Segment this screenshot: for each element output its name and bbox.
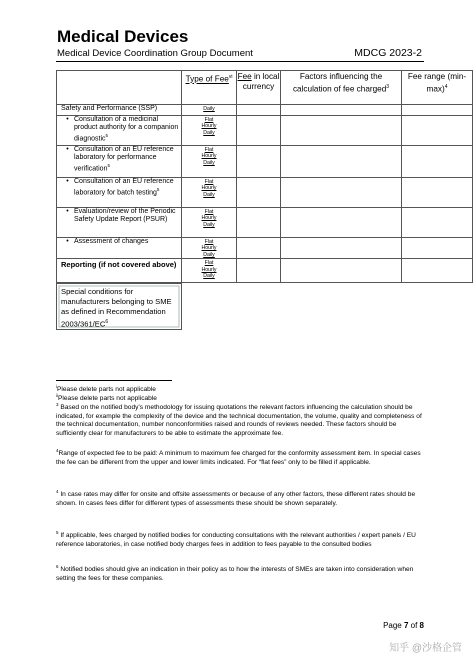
table-row bbox=[57, 238, 473, 259]
row-label-footnote-ref: 5 bbox=[107, 163, 110, 168]
bullet-icon: • bbox=[66, 146, 69, 153]
table-row bbox=[57, 208, 473, 238]
footnote-text: Please delete parts not applicable bbox=[57, 386, 156, 394]
sme-conditions-text: Special conditions for manufacturers belonging to SME as defined in Recommendation $2003/361/EC^6$ bbox=[61, 287, 172, 329]
fee-type-option: Hourly bbox=[201, 123, 217, 130]
page-number: Page 7 of 8 bbox=[383, 621, 424, 630]
table-row bbox=[57, 116, 473, 146]
row-label-cell bbox=[57, 105, 182, 116]
header-rule bbox=[56, 61, 424, 62]
fee-type-option: Flat bbox=[204, 260, 214, 267]
footnote-text: In case rates may differ for onsite and offsite assessments or because of any other factors, these different rates should be shown. In cases fees differ for different types of assessments these should be shown separately. bbox=[56, 491, 416, 507]
footnote-text: Range of expected fee to be paid: A minimum to maximum fee charged for the conformity assessment item. In special cases the fee can be different from the upper and lower limits indicated. For “flat fees” only to be filled if applicable. bbox=[56, 450, 421, 466]
row-label-footnote-ref: 5 bbox=[105, 133, 109, 138]
fee-type-option: Daily bbox=[203, 251, 215, 258]
header-item-cell bbox=[57, 71, 182, 105]
footnote-marker: 4 bbox=[56, 448, 59, 453]
header-type-of-fee: Type of Fee$^{vi}$ bbox=[182, 71, 237, 105]
fee-type-option: Daily bbox=[203, 129, 215, 136]
table-header-row bbox=[57, 71, 473, 105]
type-of-fee-cell bbox=[182, 259, 237, 283]
bullet-icon: • bbox=[66, 178, 69, 185]
fee-range-cell[interactable] bbox=[402, 178, 473, 208]
row-label-cell bbox=[57, 238, 182, 259]
footnote-text: Please delete parts not applicable bbox=[58, 395, 157, 403]
fee-amount-cell[interactable] bbox=[237, 178, 281, 208]
type-of-fee-cell bbox=[182, 208, 237, 238]
fee-type-option: Hourly bbox=[201, 185, 217, 192]
fee-table bbox=[56, 70, 473, 283]
type-of-fee-cell bbox=[182, 116, 237, 146]
table-row bbox=[57, 105, 473, 116]
fee-amount-cell[interactable] bbox=[237, 238, 281, 259]
fee-type-option: Flat bbox=[204, 239, 214, 245]
footnote bbox=[56, 447, 426, 467]
factors-cell[interactable] bbox=[281, 259, 402, 283]
factors-cell[interactable] bbox=[281, 238, 402, 259]
fee-amount-cell[interactable] bbox=[237, 116, 281, 146]
fee-range-cell[interactable] bbox=[402, 238, 473, 259]
row-label-cell bbox=[57, 208, 182, 238]
footnote-marker: 4 bbox=[56, 489, 59, 494]
row-label-cell bbox=[57, 116, 182, 146]
row-label-cell bbox=[57, 146, 182, 178]
fee-type-option: Daily bbox=[203, 191, 215, 198]
footnote-marker: ii bbox=[56, 393, 58, 398]
fee-range-cell[interactable] bbox=[402, 116, 473, 146]
fee-type-option: Flat bbox=[204, 117, 214, 123]
footnote-marker: 5 bbox=[56, 530, 59, 535]
footnote bbox=[56, 529, 426, 549]
fee-amount-cell[interactable] bbox=[237, 208, 281, 238]
document-subtitle: Medical Device Coordination Group Document bbox=[57, 48, 253, 59]
type-of-fee-cell bbox=[182, 178, 237, 208]
factors-cell[interactable] bbox=[281, 116, 402, 146]
bullet-icon: • bbox=[66, 116, 69, 123]
document-code: MDCG 2023-2 bbox=[354, 47, 422, 59]
header-fee-local-currency: Fee in local currency bbox=[237, 71, 281, 105]
type-of-fee-cell bbox=[182, 238, 237, 259]
fee-type-option: Flat bbox=[204, 147, 214, 153]
fee-type-option: Daily bbox=[203, 159, 215, 166]
footnote-text: If applicable, fees charged by notified bodies for conducting consultations with the relevant authorities / expert panels / EU reference laboratories, in case notified body charges fees in addition to fees payable to the consulted bodies bbox=[56, 532, 416, 548]
footnote bbox=[56, 401, 426, 439]
row-label: Evaluation/review of the Periodic Safety Update Report (PSUR) bbox=[74, 208, 176, 223]
factors-cell[interactable] bbox=[281, 208, 402, 238]
fee-range-cell[interactable] bbox=[402, 146, 473, 178]
sme-conditions-box bbox=[56, 283, 182, 330]
footnote bbox=[56, 488, 426, 508]
row-label-cell bbox=[57, 259, 182, 283]
fee-range-cell[interactable] bbox=[402, 259, 473, 283]
fee-type-option: Flat bbox=[204, 179, 214, 185]
row-label-footnote-ref: 5 bbox=[156, 187, 160, 192]
fee-type-option: Hourly bbox=[201, 215, 217, 222]
fee-type-option: Hourly bbox=[201, 266, 217, 273]
type-of-fee-cell bbox=[182, 146, 237, 178]
footnote bbox=[56, 563, 426, 583]
fee-type-option: Daily bbox=[203, 221, 215, 228]
factors-cell[interactable] bbox=[281, 105, 402, 116]
row-label: Consultation of an EU reference laboratory for performance verification bbox=[74, 146, 174, 173]
table-row bbox=[57, 259, 473, 283]
row-label: Reporting (if not covered above) bbox=[61, 260, 177, 270]
header-factors: Factors influencing the calculation of fee charged$^3$ bbox=[281, 71, 402, 105]
bullet-icon: • bbox=[66, 238, 69, 245]
table-row bbox=[57, 178, 473, 208]
footnote-marker: 6 bbox=[56, 564, 59, 569]
fee-type-option: Hourly bbox=[201, 245, 217, 252]
fee-amount-cell[interactable] bbox=[237, 146, 281, 178]
watermark: 知乎 @沙格企管 bbox=[389, 643, 462, 654]
table-row bbox=[57, 146, 473, 178]
row-label: Safety and Performance (SSP) bbox=[61, 105, 158, 112]
footnote-text: Notified bodies should give an indication in their policy as to how the interests of SMEs are taken into consideration when setting the fees for these companies. bbox=[56, 566, 414, 582]
fee-type-option: Flat bbox=[204, 209, 214, 215]
fee-amount-cell[interactable] bbox=[237, 259, 281, 283]
fee-amount-cell[interactable] bbox=[237, 105, 281, 116]
document-title: Medical Devices bbox=[57, 27, 189, 46]
fee-type-option: Daily bbox=[203, 106, 215, 112]
footnote-marker: 3 bbox=[56, 402, 59, 407]
footnote-separator bbox=[56, 380, 172, 381]
row-label-cell bbox=[57, 178, 182, 208]
type-of-fee-cell bbox=[182, 105, 237, 116]
factors-cell[interactable] bbox=[281, 146, 402, 178]
footnote-text: Based on the notified body’s methodology for issuing quotations the relevant factors influencing the calculation should be indicated, for example the complexity of the device and the technical documentation, the volume, quality and completeness of the technical documentation, number nonconformities raised and rounds of reviews needed. These factors should be sufficiently clear for manufacturers to be able to estimate the approximate fee. bbox=[56, 404, 422, 437]
fee-range-cell[interactable] bbox=[402, 208, 473, 238]
row-label: Consultation of a medicinal product authority for a companion diagnostic bbox=[74, 116, 179, 143]
row-label: Consultation of an EU reference laboratory for batch testing bbox=[74, 178, 174, 197]
fee-range-cell[interactable] bbox=[402, 105, 473, 116]
fee-type-option: Hourly bbox=[201, 153, 217, 160]
header-fee-range: Fee range $(\min-\max)^4$ bbox=[402, 71, 473, 105]
row-label: Assessment of changes bbox=[74, 238, 149, 245]
factors-cell[interactable] bbox=[281, 178, 402, 208]
bullet-icon: • bbox=[66, 208, 69, 215]
fee-type-option: Daily bbox=[203, 273, 215, 280]
footnote-marker: i bbox=[56, 384, 57, 389]
